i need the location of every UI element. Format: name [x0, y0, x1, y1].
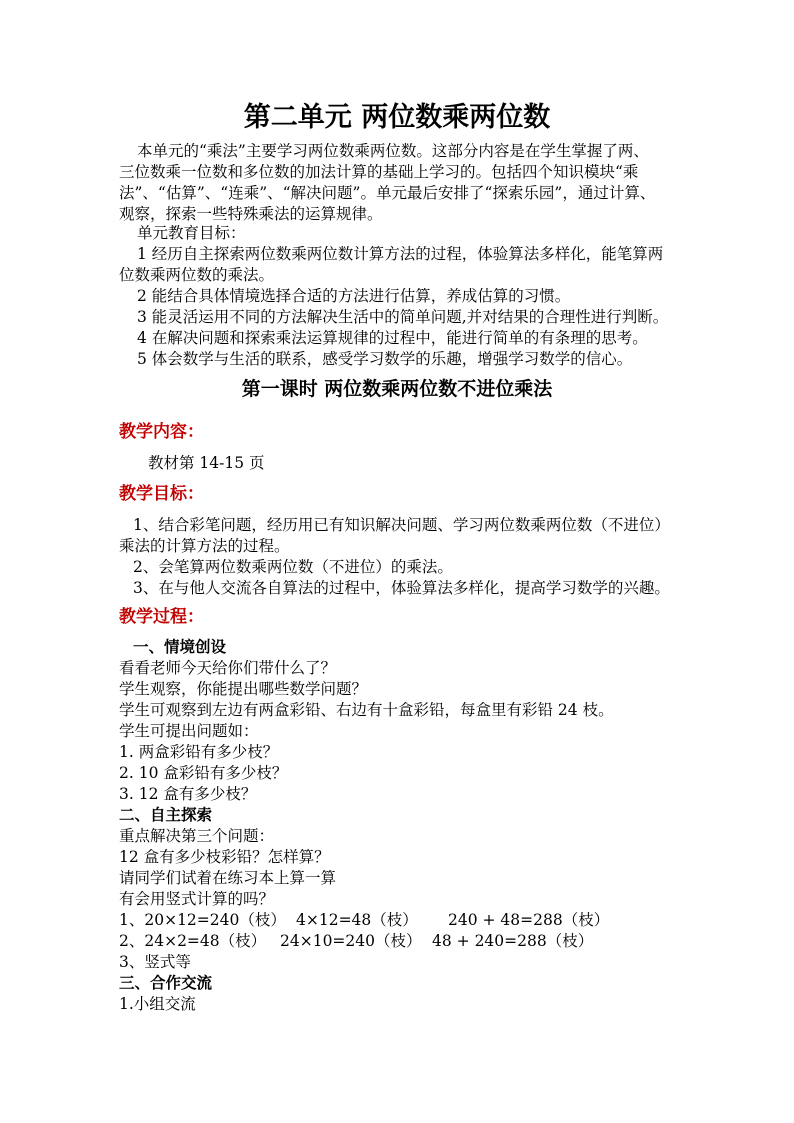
- unit-goal-item: 3 能灵活运用不同的方法解决生活中的简单问题,并对结果的合理性进行判断。: [137, 308, 669, 326]
- process-line: 12 盒有多少枝彩铅？怎样算？: [119, 848, 330, 866]
- unit-goals-label: 单元教育目标：: [137, 224, 246, 242]
- process-line: 有会用竖式计算的吗？: [119, 890, 275, 908]
- process-line: 请同学们试着在练习本上算一算: [119, 869, 337, 887]
- intro-line: 法”、“估算”、“连乘”、“解决问题”。单元最后安排了“探索乐园”，通过计算、: [119, 184, 656, 202]
- process-line: 学生可提出问题如：: [119, 722, 259, 740]
- method-1-step-b: 4×12=48（枝）: [296, 911, 418, 929]
- unit-goal-item: 位数乘两位数的乘法。: [119, 266, 275, 284]
- process-line: 1.小组交流: [119, 995, 196, 1013]
- goal-item: 2、会笔算两位数乘两位数（不进位）的乘法。: [133, 558, 453, 576]
- intro-line: 三位数乘一位数和多位数的加法计算的基础上学习的。包括四个知识模块“乘: [119, 163, 639, 181]
- method-2-step-c: 48 + 240=288（枝）: [432, 932, 594, 950]
- method-2-step-b: 24×10=240（枝）: [280, 932, 422, 950]
- process-section-title: 二、自主探索: [119, 805, 213, 824]
- process-heading: 教学过程：: [119, 607, 204, 627]
- process-line: 重点解决第三个问题：: [119, 827, 275, 845]
- method-1-step-a: 1、20×12=240（枝）: [119, 911, 286, 929]
- question-item: 2. 10 盒彩铅有多少枝？: [119, 764, 288, 782]
- process-line: 学生可观察到左边有两盒彩铅、右边有十盒彩铅，每盒里有彩铅 24 枝。: [119, 701, 614, 719]
- lesson-title: 第一课时 两位数乘两位数不进位乘法: [241, 378, 553, 400]
- process-line: 学生观察，你能提出哪些数学问题？: [119, 680, 368, 698]
- unit-goal-item: 4 在解决问题和探索乘法运算规律的过程中，能进行简单的有条理的思考。: [137, 329, 648, 347]
- content-text: 教材第 14-15 页: [148, 454, 265, 472]
- method-3: 3、竖式等: [119, 953, 191, 971]
- process-section-title: 一、情境创设: [133, 637, 227, 656]
- intro-line: 本单元的“乘法”主要学习两位数乘两位数。这部分内容是在学生掌握了两、: [137, 142, 649, 160]
- goal-item: 乘法的计算方法的过程。: [119, 537, 290, 555]
- process-section-title: 三、合作交流: [119, 973, 213, 992]
- intro-line: 观察，探索一些特殊乘法的运算规律。: [119, 205, 383, 223]
- goals-heading: 教学目标：: [119, 484, 204, 504]
- process-line: 看看老师今天给你们带什么了？: [119, 659, 337, 677]
- question-item: 1. 两盒彩铅有多少枝？: [119, 743, 279, 761]
- goal-item: 1、结合彩笔问题，经历用已有知识解决问题、学习两位数乘两位数（不进位）: [133, 516, 670, 534]
- unit-goal-item: 5 体会数学与生活的联系，感受学习数学的乐趣，增强学习数学的信心。: [137, 350, 633, 368]
- unit-goal-item: 1 经历自主探索两位数乘两位数计算方法的过程，体验算法多样化，能笔算两: [137, 245, 664, 263]
- unit-goal-item: 2 能结合具体情境选择合适的方法进行估算，养成估算的习惯。: [137, 287, 571, 305]
- question-item: 3. 12 盒有多少枝？: [119, 785, 257, 803]
- method-1-step-c: 240 + 48=288（枝）: [448, 911, 610, 929]
- method-2-step-a: 2、24×2=48（枝）: [119, 932, 267, 950]
- unit-title: 第二单元 两位数乘两位数: [243, 102, 551, 133]
- goal-item: 3、在与他人交流各自算法的过程中，体验算法多样化，提高学习数学的兴趣。: [133, 579, 670, 597]
- content-heading: 教学内容：: [119, 422, 204, 442]
